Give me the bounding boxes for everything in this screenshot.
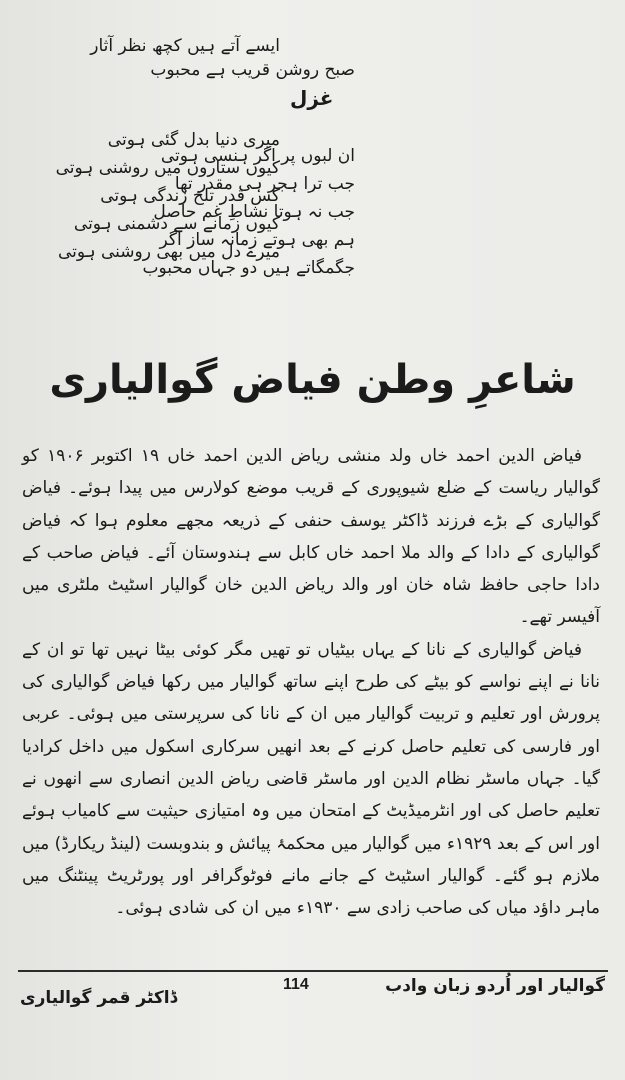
paragraph: فیاض گوالیاری کے نانا کے یہاں بیٹیاں تو تھیں مگر کوئی بیٹا نہیں تھا تو ان کے نانا نے اپنے نواسے کو بیٹے کی طرح اپنے ساتھ گوالیار میں رکھا فیاض گوالیاری کی پرورش اور تعلیم و تربیت گوالیار میں ان کے نانا کی سرپرستی میں ہوئی۔ عربی اور فارسی کی تعلیم حاصل کرنے کے بعد انھیں سرکاری اسکول میں داخل کرادیا گیا۔ جہاں ماسٹر نظام الدین اور ماسٹر قاضی ریاض الدین انصاری سے انھوں نے تعلیم حاصل کی اور انٹرمیڈیٹ کے امتحان میں وہ امتیازی حیثیت سے کامیاب ہوئے اور اس کے بعد ۱۹۲۹ء میں گوالیار میں محکمۂ پیائش و بندوبست (لینڈ ریکارڈ) میں ملازم ہو گئے۔ گوالیار اسٹیٹ کے جانے مانے فوٹوگرافر اور پورٹریٹ پینٹنگ میں ماہر داؤد میاں کی صاحب زادی سے ۱۹۳۰ء میں ان کی شادی ہوئی۔ <box>22 639 600 919</box>
ghazal-line-left: کس قدر تلخ زندگی ہوتی <box>100 186 280 206</box>
ghazal-line-right: جب ترا ہجر ہی مقدر تھا <box>174 174 355 194</box>
paragraph: فیاض الدین احمد خاں ولد منشی ریاض الدین احمد خاں ۱۹ اکتوبر ۱۹۰۶ کو گوالیار ریاست کے ضلع شیوپوری کے قریب موضع کولارس میں پیدا ہوئے۔ فیاض گوالیاری کے بڑے فرزند ڈاکٹر یوسف حنفی کے ذریعہ مجھے معلوم ہوا کہ فیاض گوالیاری کے دادا کے والد ملا احمد خاں کابل سے ہندوستان آئے۔ فیاض صاحب کے دادا حاجی حافظ شاہ خان اور والد ریاض الدین خان گوالیار اسٹیٹ ملٹری میں آفیسر تھے۔ <box>22 446 600 628</box>
footer-divider <box>18 970 608 972</box>
ghazal-line-right: جب نہ ہوتا نشاطِ غم حاصل <box>153 202 355 222</box>
ghazal-line-left: کیوں ستاروں میں روشنی ہوتی <box>55 158 280 178</box>
ghazal-line-left: کیوں زمانے سے دشمنی ہوتی <box>73 214 280 234</box>
running-footer-title: گوالیار اور اُردو زبان وادب <box>385 976 605 996</box>
running-footer-author: ڈاکٹر قمر گوالیاری <box>20 988 178 1008</box>
poem-top-line-left: ایسے آتے ہیں کچھ نظر آثار <box>90 36 280 56</box>
ghazal-line-right: ان لبوں پر اگر ہنسی ہوتی <box>160 146 355 166</box>
section-heading: شاعرِ وطن فیاض گوالیاری <box>49 357 576 403</box>
ghazal-title: غزل <box>290 86 334 110</box>
ghazal-line-left: میری دنیا بدل گئی ہوتی <box>107 130 280 150</box>
poem-top-line-right: صبح روشن قریب ہے محبوب <box>150 60 355 80</box>
ghazal-line-right: جگمگاتے ہیں دو جہاں محبوب <box>142 258 355 278</box>
ghazal-line-right: ہم بھی ہوتے زمانہ ساز اگر <box>159 230 355 250</box>
page-number: 114 <box>283 976 309 993</box>
body-text <box>22 440 600 924</box>
ghazal-line-left: میرے دل میں بھی روشنی ہوتی <box>57 242 280 262</box>
